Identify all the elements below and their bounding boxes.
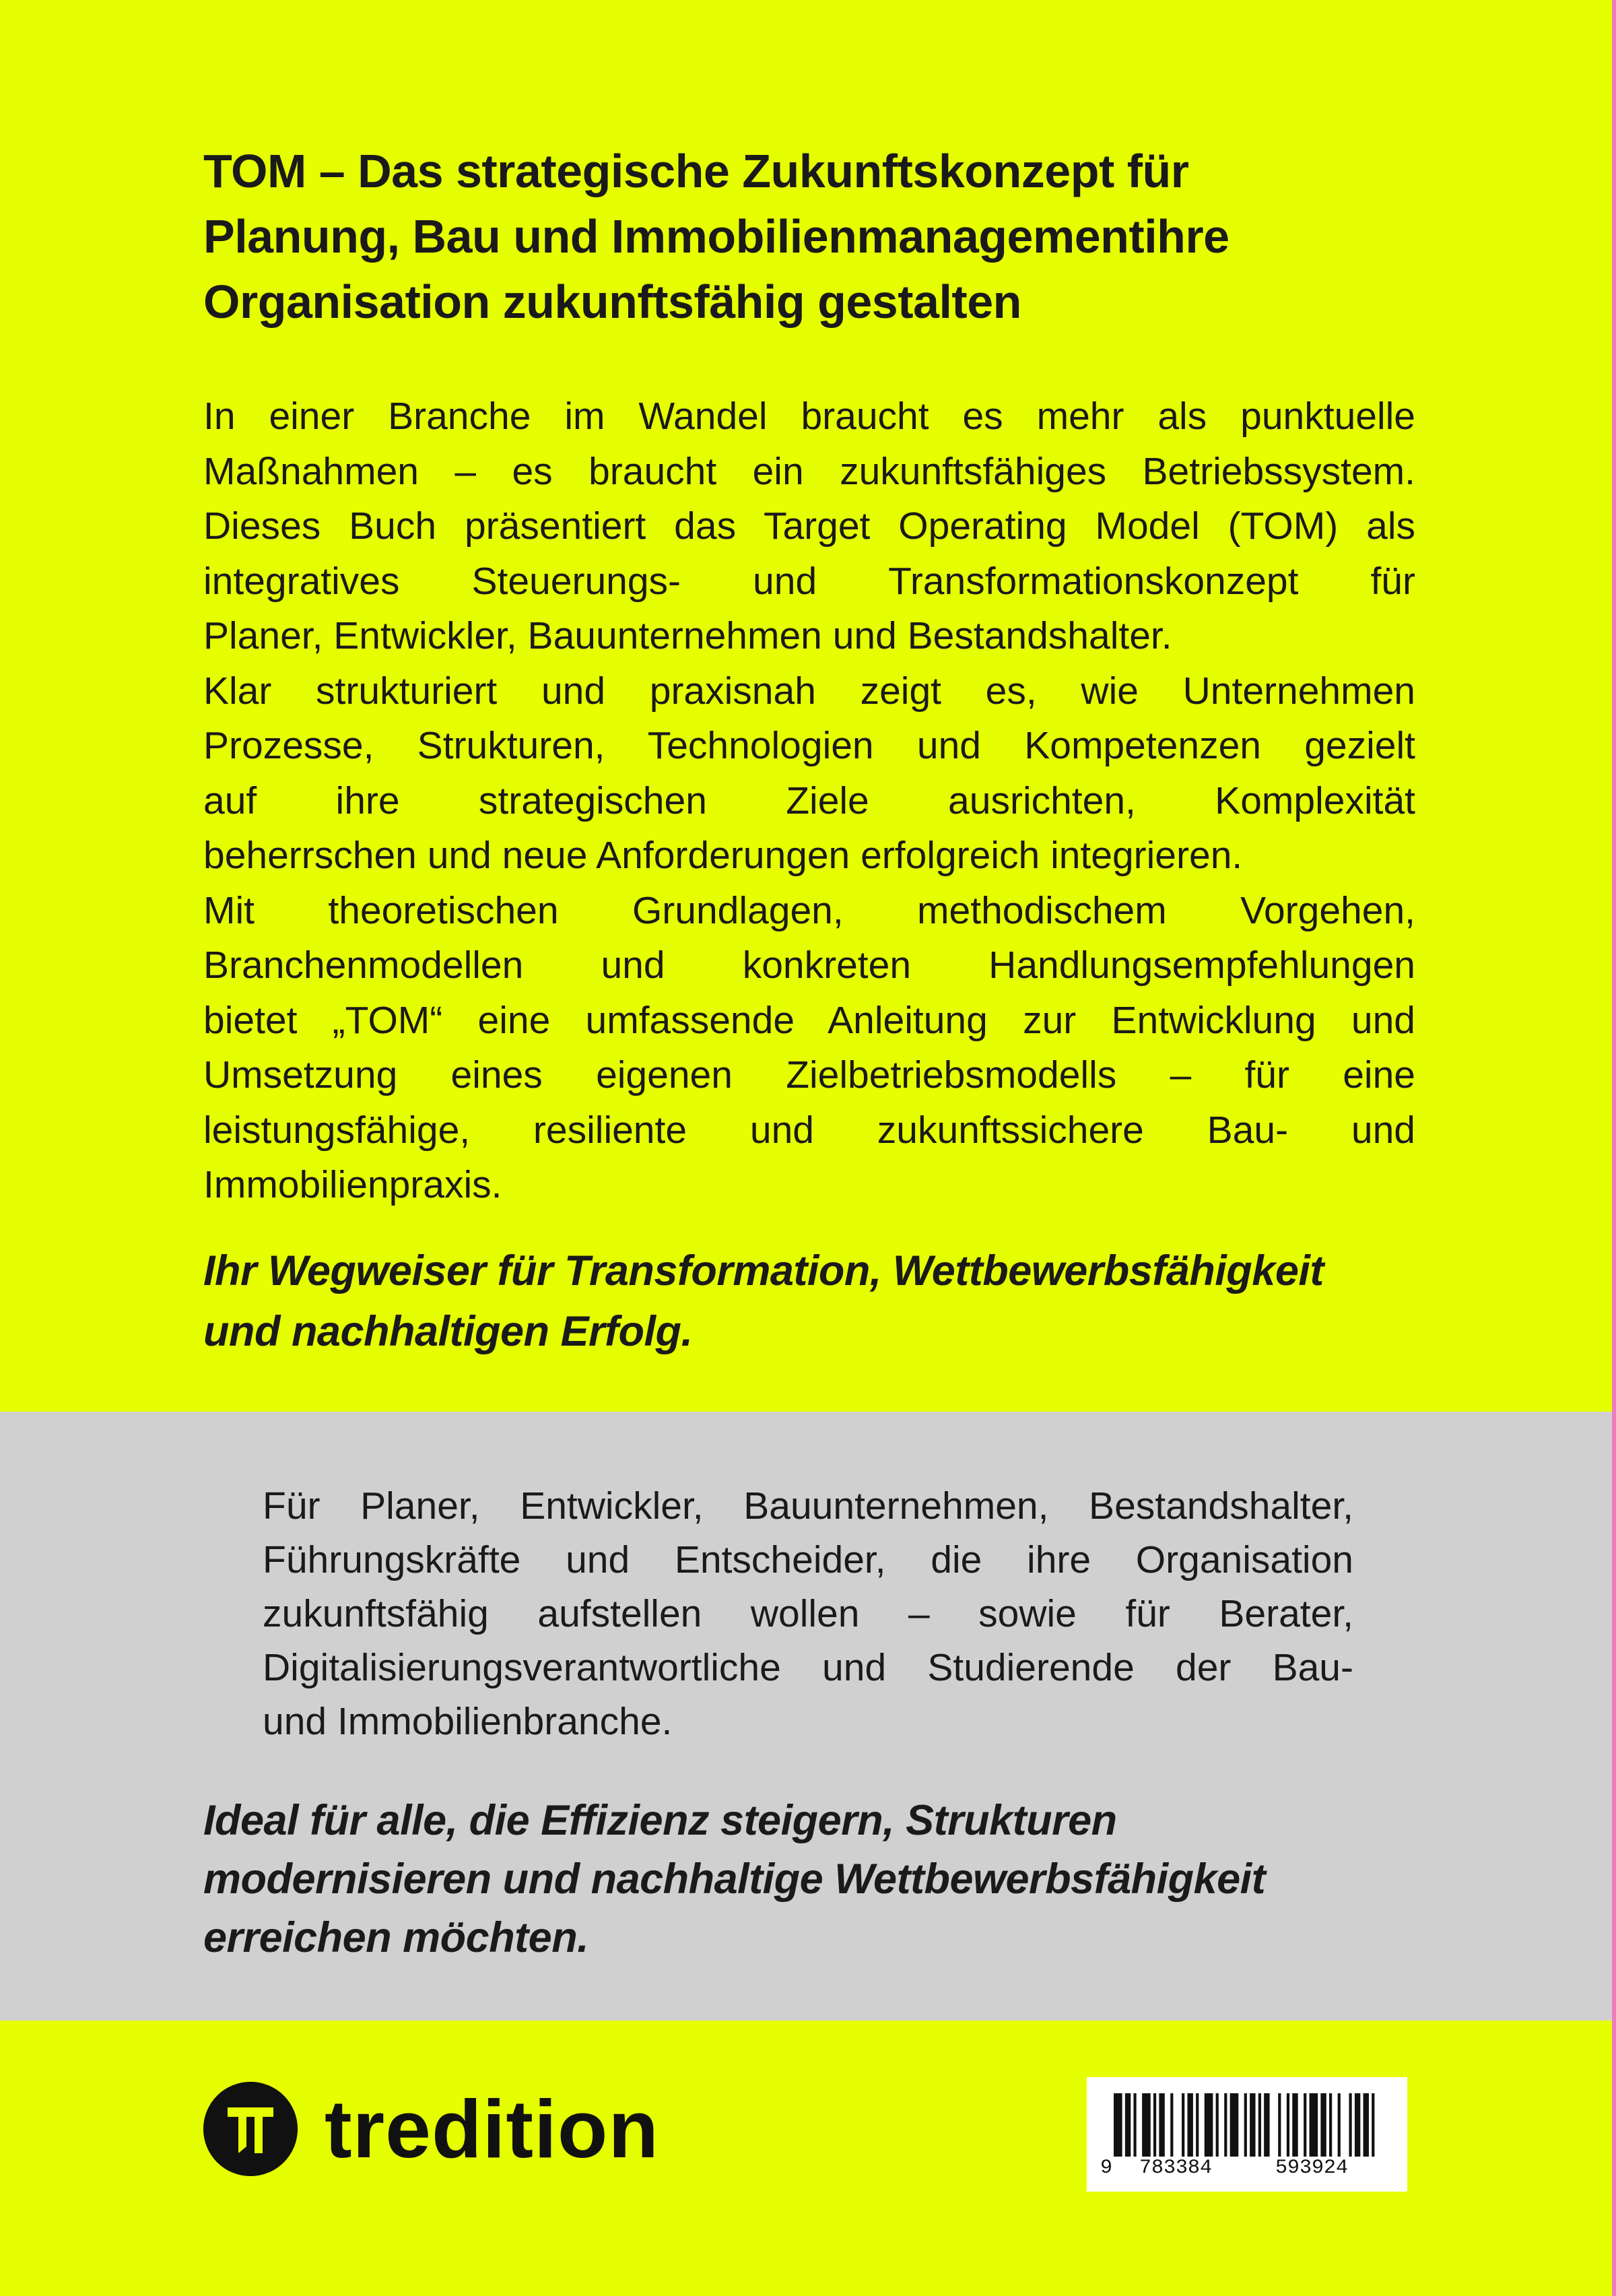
blurb-line: Klar strukturiert und praxisnah zeigt es, wie Unternehmen	[203, 669, 1415, 713]
ideal-for-statement	[203, 1792, 1415, 1967]
audience-line: Für Planer, Entwickler, Bauunternehmen, Bestandshalter,	[263, 1484, 1353, 1528]
audience-line: Führungskräfte und Entscheider, die ihre Organisation	[263, 1538, 1353, 1581]
tagline	[203, 1241, 1449, 1362]
barcode-bar	[1349, 2093, 1351, 2157]
barcode-bar	[1355, 2093, 1360, 2157]
barcode-digit-group-2: 593924	[1275, 2157, 1349, 2179]
tredition-logo-icon	[203, 2082, 298, 2176]
blurb-paragraph	[203, 389, 1415, 1213]
blurb-line: leistungsfähige, resiliente und zukunftssichere Bau- und	[203, 1108, 1415, 1152]
barcode-bar	[1153, 2093, 1156, 2157]
barcode-bar	[1182, 2093, 1184, 2157]
barcode-bar	[1187, 2093, 1192, 2157]
barcode-bar	[1258, 2093, 1261, 2157]
tagline-line: und nachhaltigen Erfolg.	[203, 1308, 693, 1355]
blurb-line: bietet „TOM“ eine umfassende Anleitung zur Entwicklung und	[203, 998, 1415, 1042]
blurb-line: Maßnahmen – es braucht ein zukunftsfähiges Betriebssystem.	[203, 449, 1415, 493]
trim-edge-line	[1612, 0, 1616, 2296]
barcode-bar	[1159, 2093, 1164, 2157]
barcode-bar	[1170, 2093, 1173, 2157]
barcode-bar	[1278, 2093, 1281, 2157]
tredition-mark-icon	[203, 2082, 298, 2176]
cover-heading	[203, 139, 1449, 335]
tagline-line: Ihr Wegweiser für Transformation, Wettbewerbsfähigkeit	[203, 1247, 1324, 1294]
heading-line: Organisation zukunftsfähig gestalten	[203, 275, 1021, 328]
ideal-line: modernisieren und nachhaltige Wettbewerbsfähigkeit	[203, 1856, 1266, 1903]
barcode-bars	[1114, 2093, 1383, 2157]
barcode-bar	[1196, 2093, 1199, 2157]
barcode-bar	[1287, 2093, 1289, 2157]
isbn-barcode	[1087, 2077, 1407, 2192]
audience-paragraph	[263, 1479, 1353, 1748]
blurb-line: Branchenmodellen und konkreten Handlungsempfehlungen	[203, 944, 1415, 987]
barcode-bar	[1244, 2093, 1247, 2157]
barcode-bar	[1205, 2093, 1213, 2157]
barcode-bar	[1264, 2093, 1269, 2157]
blurb-line: Prozesse, Strukturen, Technologien und Kompetenzen gezielt	[203, 724, 1415, 767]
barcode-digit-group-1: 783384	[1139, 2157, 1213, 2179]
heading-line: TOM – Das strategische Zukunftskonzept für	[203, 145, 1189, 197]
barcode-bar	[1133, 2093, 1136, 2157]
blurb-line: Mit theoretischen Grundlagen, methodischem Vorgehen,	[203, 888, 1415, 932]
publisher-name: tredition	[325, 2083, 659, 2175]
barcode-bar	[1216, 2093, 1219, 2157]
barcode-bar	[1364, 2093, 1369, 2157]
audience-line: und Immobilienbranche.	[263, 1700, 673, 1743]
barcode-bar	[1304, 2093, 1306, 2157]
blurb-line: Immobilienpraxis.	[203, 1163, 502, 1206]
blurb-line: In einer Branche im Wandel braucht es mehr als punktuelle	[203, 395, 1415, 438]
heading-line: Planung, Bau und Immobilienmanagementihre	[203, 210, 1230, 263]
barcode-bar	[1230, 2093, 1239, 2157]
blurb-line: beherrschen und neue Anforderungen erfolgreich integrieren.	[203, 834, 1243, 877]
blurb-line: auf ihre strategischen Ziele ausrichten, Komplexität	[203, 779, 1415, 822]
barcode-bar	[1372, 2093, 1374, 2157]
barcode-bar	[1329, 2093, 1332, 2157]
barcode-bar	[1125, 2093, 1131, 2157]
barcode-bar	[1292, 2093, 1298, 2157]
audience-line: zukunftsfähig aufstellen wollen – sowie für Berater,	[263, 1592, 1353, 1635]
ideal-line: Ideal für alle, die Effizienz steigern, Strukturen	[203, 1797, 1117, 1844]
blurb-line: integratives Steuerungs- und Transformationskonzept für	[203, 559, 1415, 603]
audience-line: Digitalisierungsverantwortliche und Studierende der Bau-	[263, 1646, 1353, 1689]
barcode-bar	[1338, 2093, 1341, 2157]
ideal-line: erreichen möchten.	[203, 1914, 589, 1961]
barcode-bar	[1114, 2093, 1122, 2157]
barcode-bar	[1250, 2093, 1255, 2157]
barcode-bar	[1142, 2093, 1151, 2157]
barcode-bar	[1310, 2093, 1318, 2157]
blurb-line: Dieses Buch präsentiert das Target Operating Model (TOM) als	[203, 504, 1415, 548]
blurb-line: Umsetzung eines eigenen Zielbetriebsmodells – für eine	[203, 1053, 1415, 1096]
barcode-bar	[1320, 2093, 1326, 2157]
barcode-bar	[1224, 2093, 1227, 2157]
publisher-logo	[203, 2085, 659, 2173]
blurb-line: Planer, Entwickler, Bauunternehmen und Bestandshalter.	[203, 614, 1172, 657]
barcode-digit-first: 9	[1100, 2157, 1113, 2179]
